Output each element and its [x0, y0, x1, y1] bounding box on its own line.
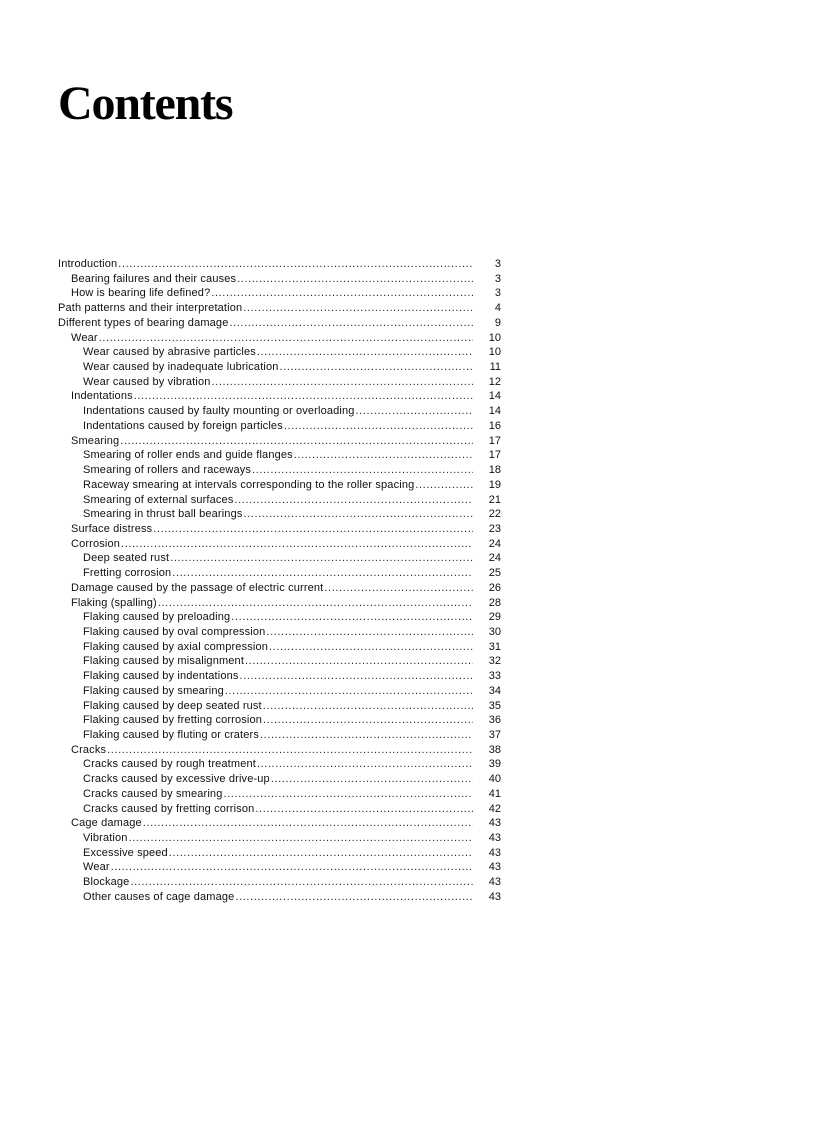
toc-entry-label: Cracks	[71, 743, 107, 756]
dot-leader	[99, 331, 473, 346]
dot-leader	[153, 522, 473, 537]
toc-entry[interactable]	[58, 890, 501, 905]
dot-leader	[245, 654, 473, 669]
toc-entry-label: Wear caused by abrasive particles	[83, 346, 256, 359]
toc-entry-label: Cracks caused by fretting corrison	[83, 802, 255, 815]
toc-entry[interactable]	[58, 551, 501, 566]
toc-entry-page-number: 24	[488, 537, 501, 550]
dot-leader	[223, 787, 473, 802]
toc-entry-label: Flaking caused by axial compression	[83, 640, 269, 653]
toc-entry-page-number: 38	[488, 743, 501, 756]
toc-entry-page-number: 35	[488, 699, 501, 712]
dot-leader	[237, 272, 473, 287]
toc-entry-page-number: 22	[488, 508, 501, 521]
toc-entry[interactable]	[58, 669, 501, 684]
toc-entry-page-number: 12	[488, 375, 501, 388]
toc-entry-page-number: 24	[488, 552, 501, 565]
page-title: Contents	[58, 77, 233, 130]
toc-entry-page-number: 17	[488, 449, 501, 462]
toc-entry-page-number: 10	[488, 346, 501, 359]
toc-entry[interactable]	[58, 257, 501, 272]
dot-leader	[356, 404, 473, 419]
toc-entry[interactable]	[58, 581, 501, 596]
dot-leader	[263, 699, 473, 714]
toc-entry-label: Other causes of cage damage	[83, 890, 235, 903]
toc-entry-label: Flaking caused by deep seated rust	[83, 699, 262, 712]
toc-entry[interactable]	[58, 448, 501, 463]
dot-leader	[143, 816, 473, 831]
toc-entry-page-number: 43	[488, 832, 501, 845]
toc-entry-label: Flaking caused by misalignment	[83, 655, 245, 668]
toc-entry[interactable]	[58, 846, 501, 861]
toc-entry-label: Smearing	[71, 434, 120, 447]
toc-entry[interactable]	[58, 860, 501, 875]
toc-entry-label: Bearing failures and their causes	[71, 272, 237, 285]
toc-entry[interactable]	[58, 787, 501, 802]
dot-leader	[263, 713, 473, 728]
toc-entry[interactable]	[58, 331, 501, 346]
toc-entry-page-number: 3	[494, 287, 501, 300]
toc-entry[interactable]	[58, 654, 501, 669]
toc-entry-page-number: 29	[488, 611, 501, 624]
toc-entry[interactable]	[58, 596, 501, 611]
toc-entry[interactable]	[58, 434, 501, 449]
dot-leader	[169, 846, 473, 861]
toc-entry[interactable]	[58, 743, 501, 758]
toc-entry-page-number: 39	[488, 758, 501, 771]
toc-entry-label: Indentations	[71, 390, 133, 403]
toc-entry-page-number: 11	[489, 361, 501, 374]
toc-entry-label: Different types of bearing damage	[58, 316, 229, 329]
toc-entry[interactable]	[58, 301, 501, 316]
toc-entry[interactable]	[58, 360, 501, 375]
dot-leader	[121, 537, 473, 552]
dot-leader	[284, 419, 473, 434]
toc-entry[interactable]	[58, 713, 501, 728]
toc-entry-label: Flaking caused by fretting corrosion	[83, 714, 263, 727]
dot-leader	[172, 566, 473, 581]
dot-leader	[243, 301, 473, 316]
dot-leader	[244, 507, 474, 522]
dot-leader	[269, 640, 473, 655]
toc-entry-page-number: 43	[488, 817, 501, 830]
table-of-contents	[58, 257, 501, 905]
dot-leader	[229, 316, 473, 331]
toc-entry[interactable]	[58, 345, 501, 360]
toc-entry[interactable]	[58, 610, 501, 625]
toc-entry-page-number: 40	[488, 773, 501, 786]
toc-entry-page-number: 10	[488, 331, 501, 344]
toc-entry-page-number: 3	[494, 272, 501, 285]
dot-leader	[257, 757, 473, 772]
toc-entry-label: Smearing in thrust ball bearings	[83, 508, 243, 521]
toc-entry[interactable]	[58, 404, 501, 419]
toc-entry[interactable]	[58, 802, 501, 817]
toc-entry-label: Cracks caused by excessive drive-up	[83, 773, 270, 786]
toc-entry-label: Path patterns and their interpretation	[58, 302, 243, 315]
toc-entry-page-number: 9	[494, 316, 501, 329]
toc-entry-page-number: 14	[488, 405, 501, 418]
toc-entry-label: Blockage	[83, 876, 130, 889]
toc-entry-label: Flaking caused by indentations	[83, 670, 239, 683]
toc-entry[interactable]	[58, 286, 501, 301]
dot-leader	[234, 493, 473, 508]
toc-entry-label: Wear caused by vibration	[83, 375, 211, 388]
toc-entry-page-number: 36	[488, 714, 501, 727]
toc-entry[interactable]	[58, 272, 501, 287]
toc-entry-page-number: 23	[488, 522, 501, 535]
toc-entry[interactable]	[58, 566, 501, 581]
toc-entry-page-number: 32	[488, 655, 501, 668]
toc-entry-label: Smearing of roller ends and guide flanges	[83, 449, 293, 462]
toc-entry-page-number: 43	[488, 876, 501, 889]
dot-leader	[225, 684, 473, 699]
toc-entry-page-number: 31	[488, 640, 501, 653]
toc-entry-label: Surface distress	[71, 522, 153, 535]
toc-entry-label: Cage damage	[71, 817, 142, 830]
dot-leader	[170, 551, 473, 566]
toc-entry-label: Corrosion	[71, 537, 121, 550]
toc-entry[interactable]	[58, 757, 501, 772]
toc-entry-label: Introduction	[58, 258, 118, 270]
toc-entry-label: Deep seated rust	[83, 552, 170, 565]
dot-leader	[266, 625, 473, 640]
toc-entry-label: Raceway smearing at intervals corresponding to the roller spacing	[83, 478, 415, 491]
toc-entry-label: How is bearing life defined?	[71, 287, 211, 300]
toc-entry-page-number: 33	[488, 670, 501, 683]
dot-leader	[294, 448, 473, 463]
toc-entry[interactable]	[58, 772, 501, 787]
dot-leader	[129, 831, 473, 846]
dot-leader	[107, 743, 473, 758]
dot-leader	[235, 890, 473, 905]
toc-entry-page-number: 18	[488, 464, 501, 477]
toc-entry[interactable]	[58, 831, 501, 846]
toc-entry[interactable]	[58, 875, 501, 890]
toc-entry-page-number: 16	[488, 419, 501, 432]
toc-entry[interactable]	[58, 640, 501, 655]
toc-entry[interactable]	[58, 478, 501, 493]
toc-entry-label: Indentations caused by foreign particles	[83, 419, 283, 432]
toc-entry-page-number: 26	[488, 581, 501, 594]
toc-entry-label: Smearing of external surfaces	[83, 493, 234, 506]
dot-leader	[212, 375, 473, 390]
toc-entry[interactable]	[58, 699, 501, 714]
toc-entry-label: Flaking (spalling)	[71, 596, 157, 609]
toc-entry-label: Damage caused by the passage of electric current	[71, 581, 324, 594]
toc-entry-label: Cracks caused by rough treatment	[83, 758, 256, 771]
toc-entry[interactable]	[58, 522, 501, 537]
toc-entry-page-number: 4	[494, 302, 501, 315]
dot-leader	[271, 772, 473, 787]
toc-entry[interactable]	[58, 493, 501, 508]
toc-entry-label: Cracks caused by smearing	[83, 787, 223, 800]
toc-entry-label: Wear caused by inadequate lubrication	[83, 361, 279, 374]
toc-entry-page-number: 3	[494, 258, 501, 270]
toc-entry-page-number: 30	[488, 625, 501, 638]
dot-leader	[260, 728, 473, 743]
toc-entry-label: Indentations caused by faulty mounting or overloading	[83, 405, 355, 418]
toc-entry-page-number: 19	[488, 478, 501, 491]
toc-entry-label: Smearing of rollers and raceways	[83, 464, 252, 477]
toc-entry-label: Flaking caused by fluting or craters	[83, 729, 259, 741]
dot-leader	[280, 360, 473, 375]
toc-entry-page-number: 43	[488, 861, 501, 874]
toc-entry-page-number: 28	[488, 596, 501, 609]
toc-entry-page-number: 43	[488, 846, 501, 859]
dot-leader	[231, 610, 473, 625]
toc-entry-page-number: 42	[488, 802, 501, 815]
toc-entry[interactable]	[58, 625, 501, 640]
toc-entry-label: Fretting corrosion	[83, 567, 172, 580]
dot-leader	[211, 286, 473, 301]
dot-leader	[415, 478, 473, 493]
toc-entry-label: Vibration	[83, 832, 128, 845]
toc-entry[interactable]	[58, 537, 501, 552]
toc-entry-page-number: 25	[488, 567, 501, 580]
toc-entry-page-number: 43	[488, 890, 501, 903]
dot-leader	[257, 345, 473, 360]
toc-entry[interactable]	[58, 375, 501, 390]
toc-entry-page-number: 21	[488, 493, 501, 506]
toc-entry-page-number: 37	[488, 729, 501, 741]
dot-leader	[120, 434, 473, 449]
toc-entry[interactable]	[58, 728, 501, 743]
toc-entry[interactable]	[58, 507, 501, 522]
dot-leader	[324, 581, 473, 596]
toc-entry[interactable]	[58, 419, 501, 434]
toc-entry-label: Wear	[71, 331, 98, 344]
toc-entry[interactable]	[58, 816, 501, 831]
dot-leader	[111, 860, 473, 875]
toc-entry[interactable]	[58, 684, 501, 699]
dot-leader	[134, 389, 473, 404]
toc-entry[interactable]	[58, 316, 501, 331]
toc-entry-page-number: 41	[488, 787, 501, 800]
toc-entry[interactable]	[58, 389, 501, 404]
toc-entry-label: Wear	[83, 861, 110, 874]
toc-entry-page-number: 17	[488, 434, 501, 447]
toc-entry-label: Excessive speed	[83, 846, 168, 859]
dot-leader	[240, 669, 473, 684]
dot-leader	[118, 257, 473, 272]
dot-leader	[252, 463, 473, 478]
toc-entry-page-number: 14	[488, 390, 501, 403]
toc-entry-label: Flaking caused by oval compression	[83, 625, 266, 638]
toc-entry-label: Flaking caused by smearing	[83, 684, 224, 697]
toc-entry-label: Flaking caused by preloading	[83, 611, 231, 624]
dot-leader	[255, 802, 473, 817]
toc-entry-page-number: 34	[488, 684, 501, 697]
dot-leader	[158, 596, 473, 611]
dot-leader	[130, 875, 473, 890]
toc-entry[interactable]	[58, 463, 501, 478]
